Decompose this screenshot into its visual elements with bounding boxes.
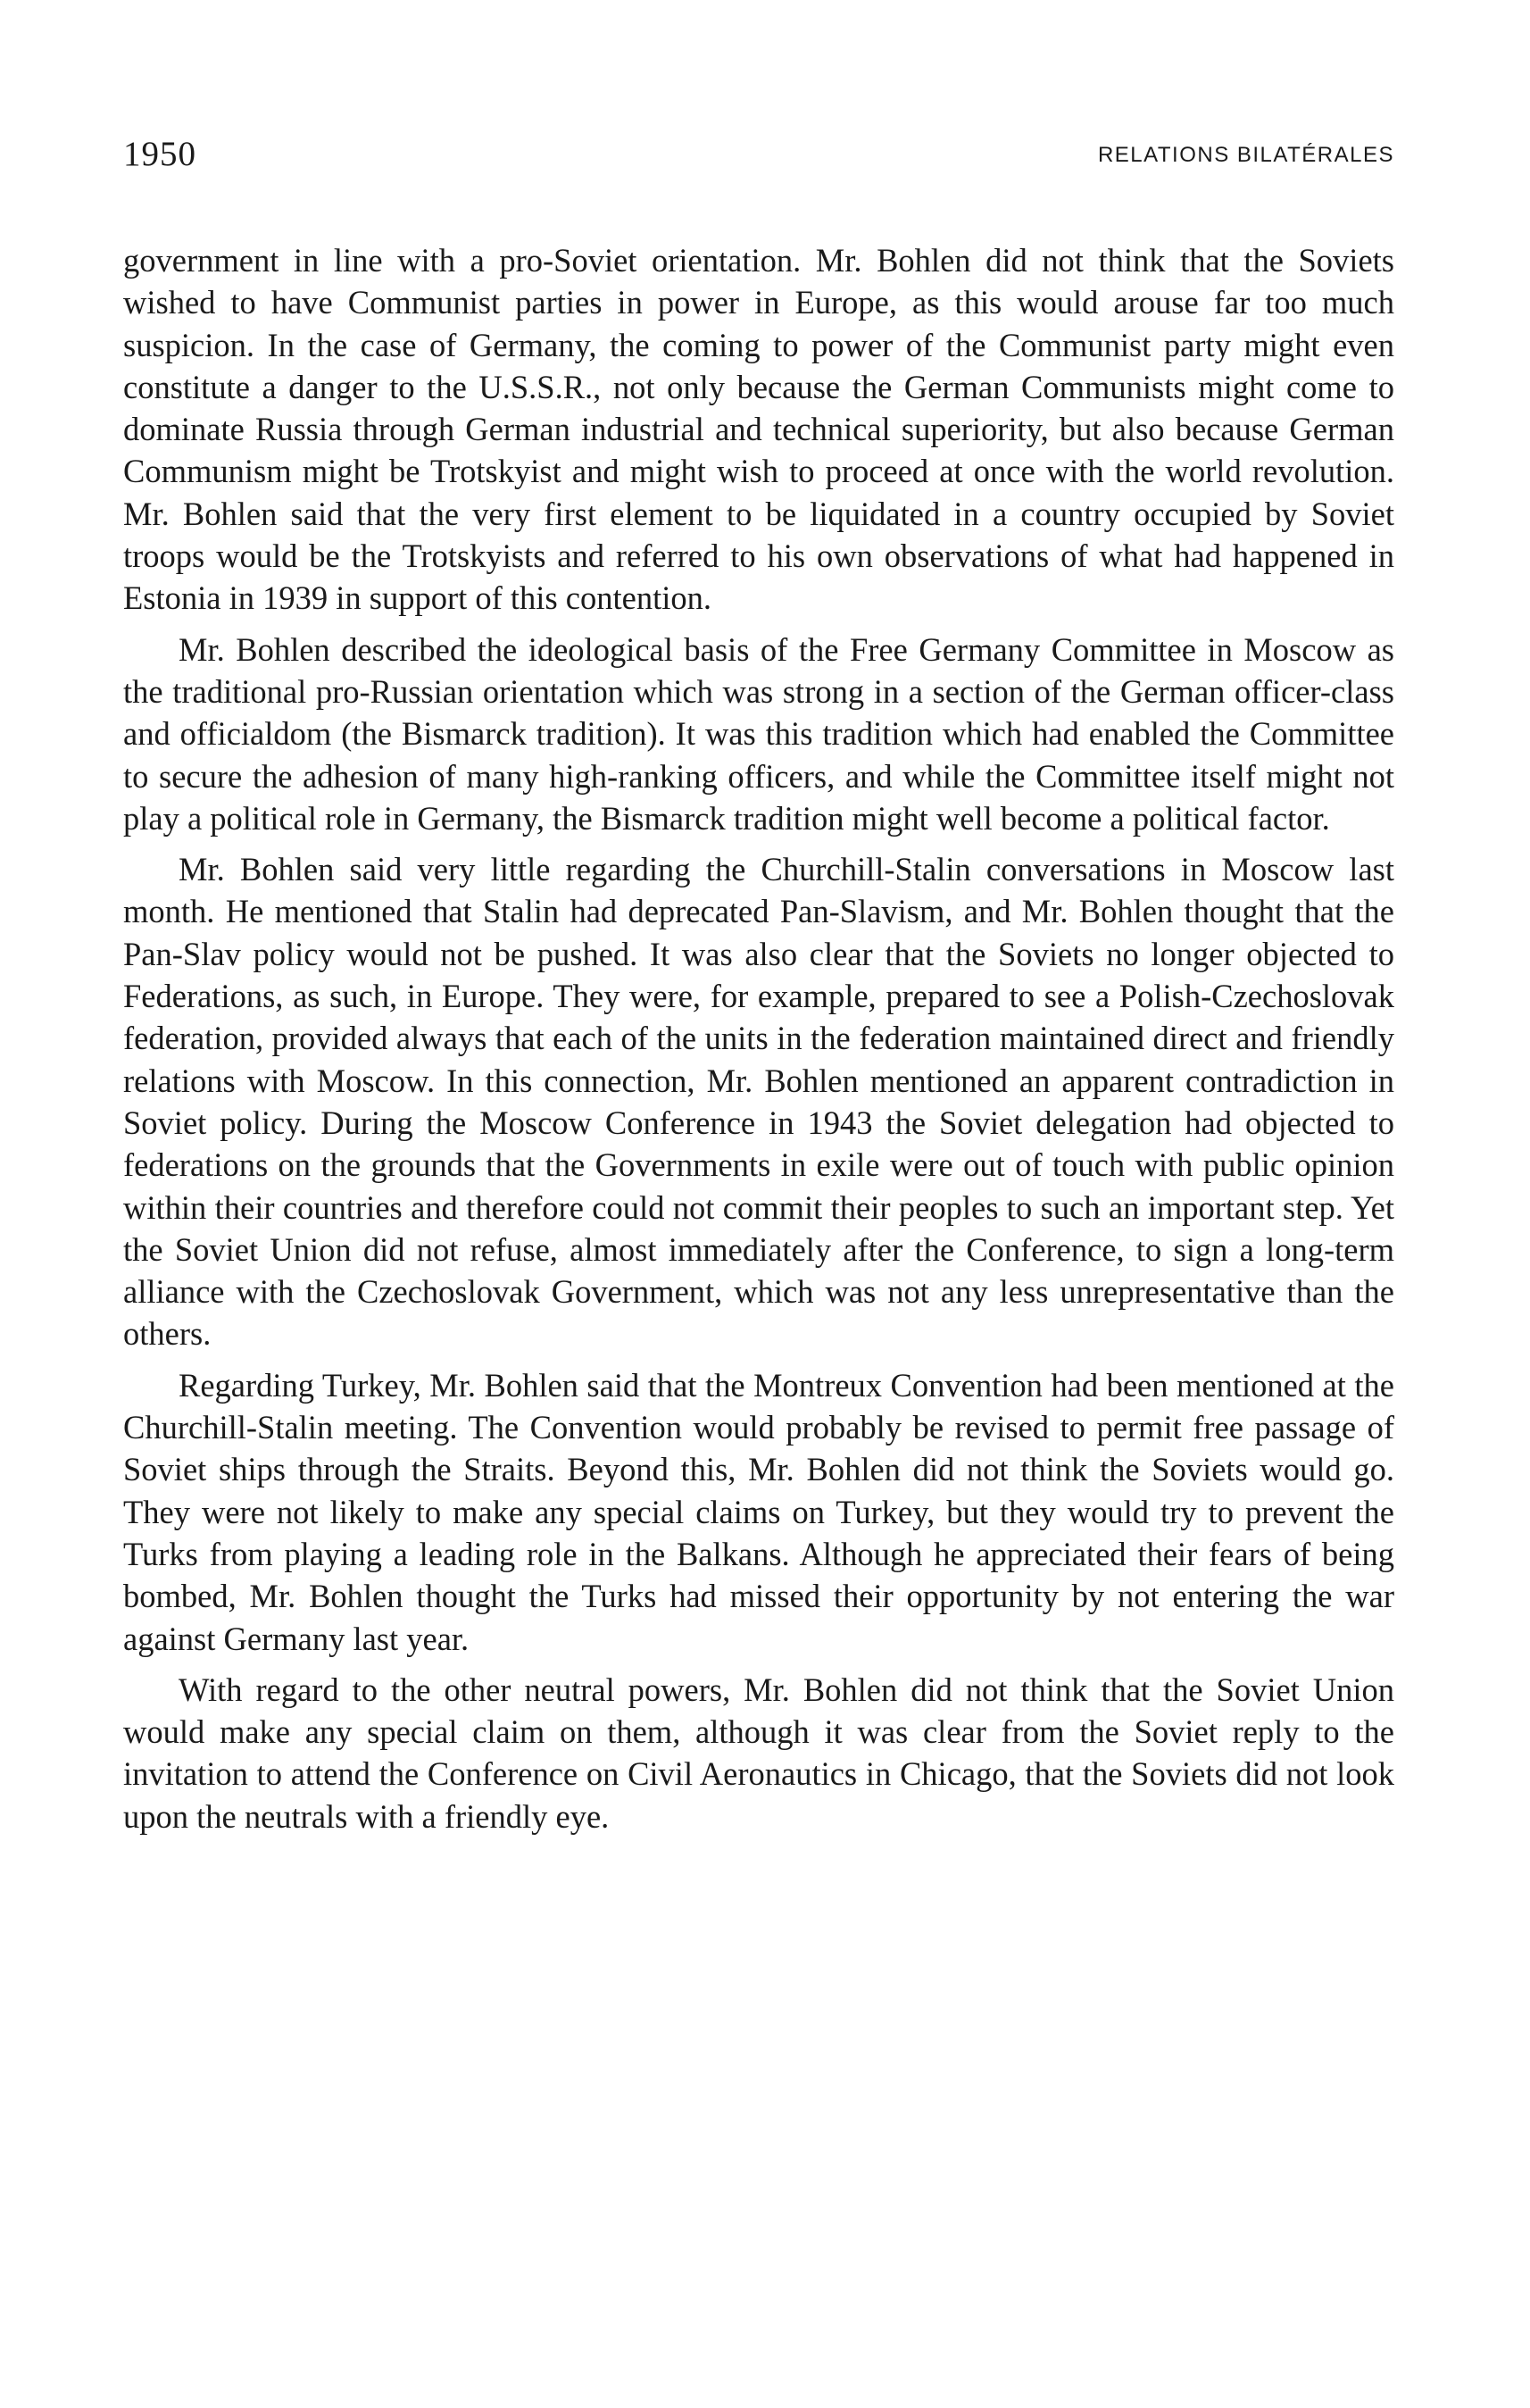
paragraph-5: With regard to the other neutral powers, Mr. Bohlen did not think that the Soviet Union would make any special claim on them, although it was clear from the Soviet reply to the invitation to attend the Conference on Civil Aeronautics in Chicago, that the Soviets did not look upon the neutrals with a friendly eye. bbox=[123, 1671, 1394, 1835]
page-number: 1950 bbox=[123, 135, 196, 173]
body-text bbox=[123, 239, 1394, 1846]
paragraph-3: Mr. Bohlen said very little regarding the Churchill-Stalin conversations in Moscow last month. He mentioned that Stalin had deprecated Pan-Slavism, and Mr. Bohlen thought that the Pan-Slav policy would not be pushed. It was also clear that the Soviets no longer objected to Federations, as such, in Europe. They were, for example, prepared to see a Polish-Czechoslovak federation, provided always that each of the units in the federation maintained direct and friendly relations with Moscow. In this connection, Mr. Bohlen mentioned an apparent contradiction in Soviet policy. During the Moscow Conference in 1943 the Soviet delegation had objected to federations on the grounds that the Governments in exile were out of touch with public opinion within their countries and therefore could not commit their peoples to such an important step. Yet the Soviet Union did not refuse, almost immediately after the Conference, to sign a long-term alliance with the Czechoslovak Government, which was not any less unrepresentative than the others. bbox=[123, 851, 1394, 1353]
paragraph-1: government in line with a pro-Soviet orientation. Mr. Bohlen did not think that the Soviets wished to have Communist parties in power in Europe, as this would arouse far too much suspicion. In the case of Germany, the coming to power of the Communist party might even constitute a danger to the U.S.S.R., not only because the German Communists might come to dominate Russia through German industrial and technical superiority, but also because German Communism might be Trotskyist and might wish to proceed at once with the world revolution. Mr. Bohlen said that the very first element to be liquidated in a country occupied by Soviet troops would be the Trotskyists and referred to his own observations of what had happened in Estonia in 1939 in support of this contention. bbox=[123, 242, 1394, 617]
paragraph-2: Mr. Bohlen described the ideological basis of the Free Germany Committee in Moscow as the traditional pro-Russian orientation which was strong in a section of the German officer-class and officialdom (the Bismarck tradition). It was this tradition which had enabled the Committee to secure the adhesion of many high-ranking officers, and while the Committee itself might not play a political role in Germany, the Bismarck tradition might well become a political factor. bbox=[123, 630, 1394, 837]
running-header bbox=[123, 134, 1394, 179]
paragraph-4: Regarding Turkey, Mr. Bohlen said that the Montreux Convention had been mentioned at the Churchill-Stalin meeting. The Convention would probably be revised to permit free passage of Soviet ships through the Straits. Beyond this, Mr. Bohlen did not think the Soviets would go. They were not likely to make any special claims on Turkey, but they would try to prevent the Turks from playing a leading role in the Balkans. Although he appreciated their fears of being bombed, Mr. Bohlen thought the Turks had missed their opportunity by not entering the war against Germany last year. bbox=[123, 1366, 1394, 1657]
running-title: RELATIONS BILATÉRALES bbox=[1097, 143, 1394, 167]
